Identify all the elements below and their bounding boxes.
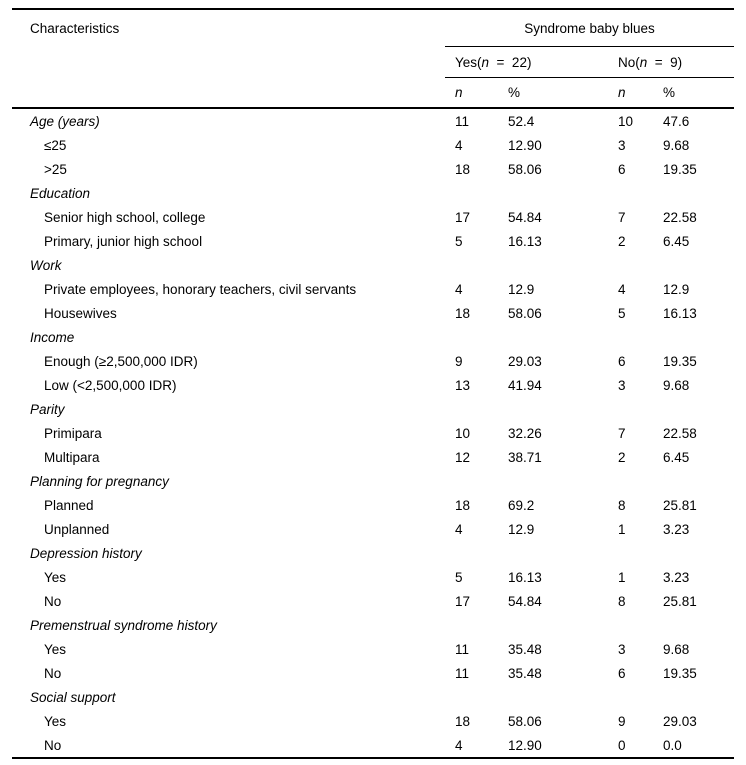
- table-row: [12, 325, 734, 349]
- row-label: No: [44, 593, 62, 609]
- row-label: Multipara: [44, 449, 100, 465]
- category-label: Planning for pregnancy: [30, 473, 169, 489]
- row-label: No: [44, 665, 62, 681]
- yes-pct-cell: [498, 325, 608, 349]
- table-row: [12, 181, 734, 205]
- no-pct-cell: [653, 469, 734, 493]
- no-n-cell: 7: [618, 209, 626, 225]
- row-label: ≤25: [44, 137, 67, 153]
- no-n-cell: [608, 397, 653, 421]
- no-pct-cell: 19.35: [663, 665, 697, 681]
- no-n-cell: [608, 325, 653, 349]
- no-n-cell: [608, 253, 653, 277]
- yes-n-cell: 9: [455, 353, 463, 369]
- table-row: [12, 229, 734, 253]
- table-body: [12, 108, 734, 758]
- table-row: [12, 493, 734, 517]
- yes-n-cell: 13: [455, 377, 471, 393]
- yes-n-cell: 18: [455, 497, 471, 513]
- no-pct-cell: [653, 613, 734, 637]
- no-n-cell: 8: [618, 593, 626, 609]
- table-row: [12, 589, 734, 613]
- yes-pct-cell: [498, 181, 608, 205]
- table-row: [12, 637, 734, 661]
- yes-pct-cell: 12.90: [508, 137, 542, 153]
- yes-n-cell: 4: [455, 137, 463, 153]
- table-row: [12, 397, 734, 421]
- row-label: Primipara: [44, 425, 102, 441]
- no-header-suffix: = 9): [647, 54, 683, 70]
- no-header-n-var: n: [639, 54, 648, 70]
- yes-pct-cell: 58.06: [508, 713, 542, 729]
- no-pct-cell: 22.58: [663, 209, 697, 225]
- no-pct-cell: 16.13: [663, 305, 697, 321]
- yes-n-cell: [445, 181, 498, 205]
- no-pct-cell: 19.35: [663, 161, 697, 177]
- table-row: [12, 541, 734, 565]
- table-row: [12, 205, 734, 229]
- category-label: Social support: [30, 689, 116, 705]
- no-n-cell: [608, 469, 653, 493]
- yes-pct-cell: [498, 253, 608, 277]
- no-pct-cell: [653, 181, 734, 205]
- row-label: Housewives: [44, 305, 117, 321]
- no-n-cell: 3: [618, 377, 626, 393]
- yes-n-cell: 18: [455, 305, 471, 321]
- table-row: [12, 661, 734, 685]
- no-pct-cell: 3.23: [663, 569, 690, 585]
- yes-pct-cell: 41.94: [508, 377, 542, 393]
- yes-pct-cell: 58.06: [508, 305, 542, 321]
- table-row: [12, 709, 734, 733]
- yes-n-cell: 4: [455, 521, 463, 537]
- no-pct-cell: 19.35: [663, 353, 697, 369]
- yes-pct-cell: 12.9: [508, 281, 535, 297]
- table-row: [12, 301, 734, 325]
- no-n-cell: [608, 181, 653, 205]
- yes-pct-cell: [498, 613, 608, 637]
- no-pct-cell: [653, 685, 734, 709]
- yes-header-prefix: Yes(: [455, 54, 482, 70]
- yes-n-cell: [445, 469, 498, 493]
- no-n-cell: 3: [618, 641, 626, 657]
- yes-column-header: [445, 47, 608, 78]
- yes-pct-cell: 52.4: [508, 113, 535, 129]
- no-pct-cell: [653, 253, 734, 277]
- yes-n-cell: 4: [455, 281, 463, 297]
- yes-pct-cell: 69.2: [508, 497, 535, 513]
- yes-pct-cell: 35.48: [508, 641, 542, 657]
- yes-n-cell: 18: [455, 713, 471, 729]
- yes-n-cell: 17: [455, 593, 471, 609]
- yes-n-cell: [445, 613, 498, 637]
- yes-pct-cell: 16.13: [508, 569, 542, 585]
- no-pct-cell: 25.81: [663, 593, 697, 609]
- no-pct-cell: 22.58: [663, 425, 697, 441]
- table-row: [12, 565, 734, 589]
- yes-n-cell: 11: [455, 665, 470, 681]
- no-n-cell: 6: [618, 665, 626, 681]
- no-n-cell: [608, 685, 653, 709]
- yes-n-header: n: [445, 78, 498, 109]
- table-row: [12, 469, 734, 493]
- no-pct-cell: 0.0: [663, 737, 682, 753]
- table-row: [12, 421, 734, 445]
- table-row: [12, 373, 734, 397]
- no-pct-cell: 6.45: [663, 233, 690, 249]
- category-label: Premenstrual syndrome history: [30, 617, 217, 633]
- no-pct-cell: 9.68: [663, 137, 690, 153]
- yes-header-n-var: n: [481, 54, 490, 70]
- yes-n-cell: [445, 253, 498, 277]
- yes-n-cell: [445, 541, 498, 565]
- no-n-cell: 4: [618, 281, 626, 297]
- table-row: [12, 133, 734, 157]
- yes-n-cell: [445, 685, 498, 709]
- no-pct-cell: 3.23: [663, 521, 690, 537]
- table-row: [12, 349, 734, 373]
- yes-pct-cell: [498, 397, 608, 421]
- table-row: [12, 108, 734, 133]
- yes-n-cell: 4: [455, 737, 463, 753]
- category-label: Age (years): [30, 113, 100, 129]
- characteristics-table: [12, 8, 734, 759]
- no-n-cell: 8: [618, 497, 626, 513]
- yes-pct-cell: 38.71: [508, 449, 542, 465]
- no-n-cell: 9: [618, 713, 626, 729]
- table-header: [12, 9, 734, 108]
- yes-pct-cell: [498, 469, 608, 493]
- yes-pct-cell: 54.84: [508, 593, 542, 609]
- no-n-cell: 0: [618, 737, 626, 753]
- no-n-cell: 1: [618, 521, 626, 537]
- table-row: [12, 253, 734, 277]
- yes-pct-cell: 12.90: [508, 737, 542, 753]
- no-n-cell: [608, 541, 653, 565]
- yes-pct-cell: 58.06: [508, 161, 542, 177]
- category-label: Education: [30, 185, 91, 201]
- table-row: [12, 445, 734, 469]
- characteristics-header: Characteristics: [12, 9, 445, 108]
- no-pct-cell: 6.45: [663, 449, 690, 465]
- row-label: No: [44, 737, 62, 753]
- row-label: Yes: [44, 641, 67, 657]
- yes-pct-cell: 35.48: [508, 665, 542, 681]
- table-row: [12, 685, 734, 709]
- table-row: [12, 157, 734, 181]
- no-pct-header: %: [653, 78, 734, 109]
- no-n-cell: 6: [618, 353, 626, 369]
- yes-n-cell: 5: [455, 569, 463, 585]
- yes-pct-cell: 54.84: [508, 209, 542, 225]
- no-pct-cell: [653, 541, 734, 565]
- category-label: Income: [30, 329, 75, 345]
- no-pct-cell: 9.68: [663, 641, 690, 657]
- row-label: Yes: [44, 713, 67, 729]
- no-pct-cell: [653, 325, 734, 349]
- yes-pct-cell: [498, 685, 608, 709]
- no-n-cell: 3: [618, 137, 626, 153]
- no-n-cell: 7: [618, 425, 626, 441]
- category-label: Depression history: [30, 545, 142, 561]
- no-n-cell: 2: [618, 233, 626, 249]
- no-n-header: n: [608, 78, 653, 109]
- category-label: Work: [30, 257, 62, 273]
- no-n-cell: 1: [618, 569, 626, 585]
- yes-pct-cell: 16.13: [508, 233, 542, 249]
- row-label: Private employees, honorary teachers, civil servants: [44, 281, 357, 297]
- no-pct-cell: 25.81: [663, 497, 697, 513]
- yes-n-cell: 10: [455, 425, 471, 441]
- yes-n-cell: [445, 325, 498, 349]
- category-label: Parity: [30, 401, 65, 417]
- yes-pct-cell: 29.03: [508, 353, 542, 369]
- no-column-header: [608, 47, 734, 78]
- row-label: Unplanned: [44, 521, 110, 537]
- no-pct-cell: [653, 397, 734, 421]
- no-pct-cell: 47.6: [663, 113, 690, 129]
- no-pct-cell: 29.03: [663, 713, 697, 729]
- no-n-cell: 5: [618, 305, 626, 321]
- table-row: [12, 277, 734, 301]
- yes-pct-cell: 32.26: [508, 425, 542, 441]
- yes-n-cell: [445, 397, 498, 421]
- row-label: Planned: [44, 497, 94, 513]
- yes-header-suffix: = 22): [489, 54, 532, 70]
- row-label: Low (<2,500,000 IDR): [44, 377, 177, 393]
- yes-n-cell: 11: [455, 641, 470, 657]
- row-label: Yes: [44, 569, 67, 585]
- no-pct-cell: 12.9: [663, 281, 690, 297]
- yes-n-cell: 12: [455, 449, 471, 465]
- row-label: Primary, junior high school: [44, 233, 203, 249]
- no-n-cell: 10: [618, 113, 634, 129]
- yes-pct-header: %: [498, 78, 608, 109]
- table-row: [12, 733, 734, 758]
- row-label: Enough (≥2,500,000 IDR): [44, 353, 198, 369]
- no-n-cell: 6: [618, 161, 626, 177]
- row-label: >25: [44, 161, 67, 177]
- yes-pct-cell: 12.9: [508, 521, 535, 537]
- row-label: Senior high school, college: [44, 209, 206, 225]
- yes-n-cell: 5: [455, 233, 463, 249]
- syndrome-group-header: Syndrome baby blues: [445, 9, 734, 47]
- yes-n-cell: 17: [455, 209, 471, 225]
- no-n-cell: [608, 613, 653, 637]
- table-row: [12, 517, 734, 541]
- table-row: [12, 613, 734, 637]
- header-row-group: [12, 9, 734, 47]
- no-header-prefix: No(: [618, 54, 640, 70]
- yes-n-cell: 11: [455, 113, 470, 129]
- no-n-cell: 2: [618, 449, 626, 465]
- yes-pct-cell: [498, 541, 608, 565]
- no-pct-cell: 9.68: [663, 377, 690, 393]
- yes-n-cell: 18: [455, 161, 471, 177]
